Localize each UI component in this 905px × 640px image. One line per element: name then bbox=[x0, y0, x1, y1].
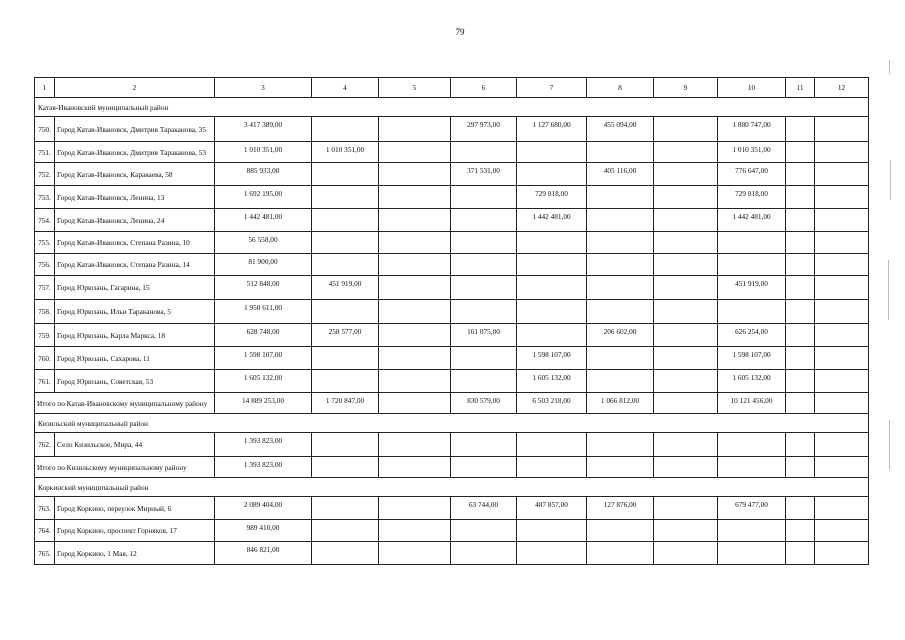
section-header-row bbox=[35, 414, 869, 433]
column-header: 8 bbox=[587, 78, 654, 98]
value-cell-c8: 455 094,00 bbox=[587, 117, 654, 142]
value-cell-c8: 206 602,00 bbox=[587, 324, 654, 347]
value-cell-c12 bbox=[815, 232, 869, 254]
table-body bbox=[35, 78, 869, 565]
row-number: 764. bbox=[35, 520, 55, 542]
table-row bbox=[35, 209, 869, 232]
value-cell-c12 bbox=[815, 370, 869, 393]
value-cell-c8 bbox=[587, 347, 654, 370]
row-number: 760. bbox=[35, 347, 55, 370]
value-cell-c4 bbox=[312, 347, 379, 370]
value-cell-c5 bbox=[379, 142, 451, 163]
value-cell-c9 bbox=[654, 142, 718, 163]
column-header: 12 bbox=[815, 78, 869, 98]
value-cell-c8 bbox=[587, 520, 654, 542]
value-cell-c5 bbox=[379, 433, 451, 457]
value-cell-c3: 2 089 404,00 bbox=[215, 497, 312, 520]
value-cell-c6 bbox=[451, 520, 517, 542]
value-cell-c9 bbox=[654, 497, 718, 520]
table-row bbox=[35, 520, 869, 542]
table-row bbox=[35, 186, 869, 209]
value-cell-c3: 628 748,00 bbox=[215, 324, 312, 347]
value-cell-c4 bbox=[312, 232, 379, 254]
total-value-c3: 14 889 253,00 bbox=[215, 393, 312, 414]
table-row bbox=[35, 542, 869, 565]
value-cell-c6 bbox=[451, 370, 517, 393]
table-row bbox=[35, 324, 869, 347]
value-cell-c4 bbox=[312, 254, 379, 276]
value-cell-c12 bbox=[815, 276, 869, 300]
address-cell: Город Юрюзань, Карла Маркса, 18 bbox=[55, 324, 215, 347]
value-cell-c10 bbox=[718, 433, 786, 457]
row-number: 753. bbox=[35, 186, 55, 209]
row-number: 754. bbox=[35, 209, 55, 232]
value-cell-c9 bbox=[654, 209, 718, 232]
total-value-c4 bbox=[312, 457, 379, 478]
total-value-c10 bbox=[718, 457, 786, 478]
value-cell-c10: 729 818,00 bbox=[718, 186, 786, 209]
value-cell-c10 bbox=[718, 300, 786, 324]
value-cell-c10 bbox=[718, 520, 786, 542]
column-header: 6 bbox=[451, 78, 517, 98]
value-cell-c5 bbox=[379, 186, 451, 209]
header-row bbox=[35, 78, 869, 98]
value-cell-c11 bbox=[786, 520, 815, 542]
address-cell: Город Катав-Ивановск, Караваева, 58 bbox=[55, 163, 215, 186]
value-cell-c12 bbox=[815, 209, 869, 232]
value-cell-c4 bbox=[312, 163, 379, 186]
value-cell-c11 bbox=[786, 276, 815, 300]
total-row bbox=[35, 457, 869, 478]
value-cell-c5 bbox=[379, 370, 451, 393]
total-value-c3: 1 393 823,00 bbox=[215, 457, 312, 478]
value-cell-c8 bbox=[587, 186, 654, 209]
value-cell-c3: 1 598 107,00 bbox=[215, 347, 312, 370]
address-cell: Город Юрюзань, Гагарина, 15 bbox=[55, 276, 215, 300]
total-value-c7: 6 503 218,00 bbox=[517, 393, 587, 414]
total-value-c10: 10 121 456,00 bbox=[718, 393, 786, 414]
value-cell-c9 bbox=[654, 232, 718, 254]
scan-artifact bbox=[890, 160, 891, 200]
value-cell-c10 bbox=[718, 542, 786, 565]
value-cell-c5 bbox=[379, 520, 451, 542]
value-cell-c10: 1 442 481,00 bbox=[718, 209, 786, 232]
value-cell-c6: 161 075,00 bbox=[451, 324, 517, 347]
value-cell-c9 bbox=[654, 520, 718, 542]
value-cell-c9 bbox=[654, 347, 718, 370]
value-cell-c12 bbox=[815, 542, 869, 565]
value-cell-c7 bbox=[517, 300, 587, 324]
value-cell-c6 bbox=[451, 300, 517, 324]
section-title: Кизильский муниципальный район bbox=[35, 414, 869, 433]
value-cell-c8 bbox=[587, 433, 654, 457]
total-value-c4: 1 720 847,00 bbox=[312, 393, 379, 414]
value-cell-c3: 81 900,00 bbox=[215, 254, 312, 276]
value-cell-c3: 1 605 132,00 bbox=[215, 370, 312, 393]
address-cell: Город Коркино, 1 Мая, 12 bbox=[55, 542, 215, 565]
row-number: 750. bbox=[35, 117, 55, 142]
value-cell-c7: 1 127 680,00 bbox=[517, 117, 587, 142]
value-cell-c7: 729 818,00 bbox=[517, 186, 587, 209]
value-cell-c11 bbox=[786, 542, 815, 565]
table-row bbox=[35, 163, 869, 186]
row-number: 751. bbox=[35, 142, 55, 163]
value-cell-c8 bbox=[587, 142, 654, 163]
value-cell-c6 bbox=[451, 209, 517, 232]
address-cell: Город Юрюзань, Сахарова, 11 bbox=[55, 347, 215, 370]
value-cell-c11 bbox=[786, 117, 815, 142]
address-cell: Город Катав-Ивановск, Дмитрия Тараканова, 35 bbox=[55, 117, 215, 142]
value-cell-c4 bbox=[312, 542, 379, 565]
scan-artifact bbox=[889, 420, 890, 470]
value-cell-c11 bbox=[786, 186, 815, 209]
table-row bbox=[35, 117, 869, 142]
section-header-row bbox=[35, 478, 869, 497]
table-row bbox=[35, 300, 869, 324]
value-cell-c7 bbox=[517, 433, 587, 457]
value-cell-c8 bbox=[587, 300, 654, 324]
value-cell-c11 bbox=[786, 254, 815, 276]
value-cell-c5 bbox=[379, 497, 451, 520]
value-cell-c3: 989 410,00 bbox=[215, 520, 312, 542]
value-cell-c11 bbox=[786, 209, 815, 232]
total-row bbox=[35, 393, 869, 414]
value-cell-c9 bbox=[654, 163, 718, 186]
value-cell-c4 bbox=[312, 117, 379, 142]
value-cell-c5 bbox=[379, 324, 451, 347]
value-cell-c5 bbox=[379, 117, 451, 142]
value-cell-c11 bbox=[786, 497, 815, 520]
table-row bbox=[35, 370, 869, 393]
value-cell-c9 bbox=[654, 186, 718, 209]
value-cell-c10: 451 919,00 bbox=[718, 276, 786, 300]
value-cell-c6 bbox=[451, 276, 517, 300]
column-header: 1 bbox=[35, 78, 55, 98]
column-header: 9 bbox=[654, 78, 718, 98]
address-cell: Город Катав-Ивановск, Ленина, 13 bbox=[55, 186, 215, 209]
total-value-c6: 830 579,00 bbox=[451, 393, 517, 414]
total-label: Итого по Кизильскому муниципальному району bbox=[35, 457, 215, 478]
value-cell-c6 bbox=[451, 142, 517, 163]
row-number: 752. bbox=[35, 163, 55, 186]
value-cell-c6 bbox=[451, 232, 517, 254]
column-header: 11 bbox=[786, 78, 815, 98]
value-cell-c6 bbox=[451, 347, 517, 370]
value-cell-c7 bbox=[517, 142, 587, 163]
scan-artifact bbox=[889, 60, 890, 74]
value-cell-c12 bbox=[815, 142, 869, 163]
value-cell-c8 bbox=[587, 276, 654, 300]
total-value-c5 bbox=[379, 457, 451, 478]
row-number: 759. bbox=[35, 324, 55, 347]
value-cell-c11 bbox=[786, 347, 815, 370]
total-value-c12 bbox=[815, 393, 869, 414]
value-cell-c12 bbox=[815, 324, 869, 347]
value-cell-c3: 846 821,00 bbox=[215, 542, 312, 565]
value-cell-c6 bbox=[451, 542, 517, 565]
value-cell-c10: 1 010 351,00 bbox=[718, 142, 786, 163]
value-cell-c6: 297 973,00 bbox=[451, 117, 517, 142]
value-cell-c7 bbox=[517, 520, 587, 542]
table-row bbox=[35, 433, 869, 457]
value-cell-c8: 127 876,00 bbox=[587, 497, 654, 520]
column-header: 3 bbox=[215, 78, 312, 98]
value-cell-c8 bbox=[587, 209, 654, 232]
value-cell-c3: 1 393 823,00 bbox=[215, 433, 312, 457]
row-number: 757. bbox=[35, 276, 55, 300]
value-cell-c7 bbox=[517, 254, 587, 276]
value-cell-c12 bbox=[815, 347, 869, 370]
value-cell-c8 bbox=[587, 542, 654, 565]
value-cell-c9 bbox=[654, 300, 718, 324]
value-cell-c6 bbox=[451, 254, 517, 276]
section-title: Коркинский муниципальный район bbox=[35, 478, 869, 497]
value-cell-c4 bbox=[312, 433, 379, 457]
value-cell-c7 bbox=[517, 276, 587, 300]
value-cell-c3: 1 010 351,00 bbox=[215, 142, 312, 163]
row-number: 765. bbox=[35, 542, 55, 565]
value-cell-c6 bbox=[451, 433, 517, 457]
column-header: 4 bbox=[312, 78, 379, 98]
address-cell: Город Юрюзань, Ильи Тараканова, 5 bbox=[55, 300, 215, 324]
value-cell-c9 bbox=[654, 276, 718, 300]
value-cell-c7: 1 598 107,00 bbox=[517, 347, 587, 370]
value-cell-c7 bbox=[517, 324, 587, 347]
address-cell: Город Катав-Ивановск, Степана Разина, 14 bbox=[55, 254, 215, 276]
value-cell-c10: 679 477,00 bbox=[718, 497, 786, 520]
value-cell-c11 bbox=[786, 370, 815, 393]
value-cell-c3: 1 692 195,00 bbox=[215, 186, 312, 209]
value-cell-c3: 56 558,00 bbox=[215, 232, 312, 254]
value-cell-c4: 1 010 351,00 bbox=[312, 142, 379, 163]
value-cell-c11 bbox=[786, 163, 815, 186]
section-header-row bbox=[35, 98, 869, 117]
total-value-c7 bbox=[517, 457, 587, 478]
row-number: 762. bbox=[35, 433, 55, 457]
value-cell-c9 bbox=[654, 370, 718, 393]
value-cell-c12 bbox=[815, 117, 869, 142]
row-number: 763. bbox=[35, 497, 55, 520]
value-cell-c8 bbox=[587, 254, 654, 276]
value-cell-c5 bbox=[379, 232, 451, 254]
value-cell-c10 bbox=[718, 232, 786, 254]
value-cell-c10 bbox=[718, 254, 786, 276]
table-row bbox=[35, 142, 869, 163]
value-cell-c8: 405 116,00 bbox=[587, 163, 654, 186]
value-cell-c3: 1 950 611,00 bbox=[215, 300, 312, 324]
budget-table bbox=[34, 77, 869, 565]
value-cell-c3: 3 417 389,00 bbox=[215, 117, 312, 142]
value-cell-c11 bbox=[786, 324, 815, 347]
value-cell-c9 bbox=[654, 542, 718, 565]
value-cell-c8 bbox=[587, 232, 654, 254]
total-value-c8: 1 066 812,00 bbox=[587, 393, 654, 414]
value-cell-c5 bbox=[379, 163, 451, 186]
row-number: 761. bbox=[35, 370, 55, 393]
value-cell-c3: 885 933,00 bbox=[215, 163, 312, 186]
value-cell-c4 bbox=[312, 497, 379, 520]
table-row bbox=[35, 347, 869, 370]
value-cell-c5 bbox=[379, 276, 451, 300]
value-cell-c10: 1 598 107,00 bbox=[718, 347, 786, 370]
column-header: 2 bbox=[55, 78, 215, 98]
value-cell-c7 bbox=[517, 163, 587, 186]
value-cell-c10: 1 605 132,00 bbox=[718, 370, 786, 393]
address-cell: Город Катав-Ивановск, Ленина, 24 bbox=[55, 209, 215, 232]
value-cell-c4 bbox=[312, 186, 379, 209]
value-cell-c12 bbox=[815, 520, 869, 542]
value-cell-c9 bbox=[654, 433, 718, 457]
value-cell-c7 bbox=[517, 542, 587, 565]
value-cell-c3: 512 848,00 bbox=[215, 276, 312, 300]
total-value-c11 bbox=[786, 457, 815, 478]
value-cell-c4 bbox=[312, 370, 379, 393]
value-cell-c12 bbox=[815, 300, 869, 324]
value-cell-c4 bbox=[312, 520, 379, 542]
row-number: 755. bbox=[35, 232, 55, 254]
value-cell-c5 bbox=[379, 300, 451, 324]
address-cell: Город Коркино, проспект Горняков, 17 bbox=[55, 520, 215, 542]
value-cell-c12 bbox=[815, 254, 869, 276]
value-cell-c12 bbox=[815, 433, 869, 457]
table-row bbox=[35, 232, 869, 254]
value-cell-c5 bbox=[379, 347, 451, 370]
value-cell-c11 bbox=[786, 433, 815, 457]
column-header: 5 bbox=[379, 78, 451, 98]
value-cell-c9 bbox=[654, 324, 718, 347]
column-header: 7 bbox=[517, 78, 587, 98]
value-cell-c11 bbox=[786, 142, 815, 163]
value-cell-c11 bbox=[786, 300, 815, 324]
scan-artifact bbox=[888, 260, 889, 320]
total-value-c8 bbox=[587, 457, 654, 478]
value-cell-c3: 1 442 481,00 bbox=[215, 209, 312, 232]
total-label: Итого по Катав-Ивановскому муниципальному району bbox=[35, 393, 215, 414]
page-number: 79 bbox=[455, 27, 465, 37]
row-number: 756. bbox=[35, 254, 55, 276]
total-value-c9 bbox=[654, 457, 718, 478]
value-cell-c6: 371 531,00 bbox=[451, 163, 517, 186]
total-value-c5 bbox=[379, 393, 451, 414]
row-number: 758. bbox=[35, 300, 55, 324]
value-cell-c10: 776 647,00 bbox=[718, 163, 786, 186]
value-cell-c12 bbox=[815, 186, 869, 209]
address-cell: Город Катав-Ивановск, Дмитрия Тараканова, 53 bbox=[55, 142, 215, 163]
value-cell-c4 bbox=[312, 209, 379, 232]
table-row bbox=[35, 254, 869, 276]
total-value-c12 bbox=[815, 457, 869, 478]
address-cell: Село Кизильское, Мира, 44 bbox=[55, 433, 215, 457]
value-cell-c9 bbox=[654, 254, 718, 276]
total-value-c6 bbox=[451, 457, 517, 478]
address-cell: Город Коркино, переулок Мирный, 6 bbox=[55, 497, 215, 520]
value-cell-c5 bbox=[379, 209, 451, 232]
value-cell-c10: 626 254,00 bbox=[718, 324, 786, 347]
value-cell-c11 bbox=[786, 232, 815, 254]
value-cell-c4 bbox=[312, 300, 379, 324]
value-cell-c5 bbox=[379, 254, 451, 276]
value-cell-c7: 1 605 132,00 bbox=[517, 370, 587, 393]
value-cell-c7: 1 442 481,00 bbox=[517, 209, 587, 232]
value-cell-c5 bbox=[379, 542, 451, 565]
address-cell: Город Юрюзань, Советская, 53 bbox=[55, 370, 215, 393]
value-cell-c8 bbox=[587, 370, 654, 393]
address-cell: Город Катав-Ивановск, Степана Разина, 10 bbox=[55, 232, 215, 254]
value-cell-c7: 487 857,00 bbox=[517, 497, 587, 520]
value-cell-c9 bbox=[654, 117, 718, 142]
table-row bbox=[35, 497, 869, 520]
value-cell-c4: 451 919,00 bbox=[312, 276, 379, 300]
value-cell-c7 bbox=[517, 232, 587, 254]
table-row bbox=[35, 276, 869, 300]
total-value-c9 bbox=[654, 393, 718, 414]
value-cell-c10: 1 880 747,00 bbox=[718, 117, 786, 142]
total-value-c11 bbox=[786, 393, 815, 414]
value-cell-c6 bbox=[451, 186, 517, 209]
section-title: Катав-Ивановский муниципальный район bbox=[35, 98, 869, 117]
value-cell-c6: 63 744,00 bbox=[451, 497, 517, 520]
value-cell-c12 bbox=[815, 497, 869, 520]
value-cell-c12 bbox=[815, 163, 869, 186]
column-header: 10 bbox=[718, 78, 786, 98]
value-cell-c4: 258 577,00 bbox=[312, 324, 379, 347]
